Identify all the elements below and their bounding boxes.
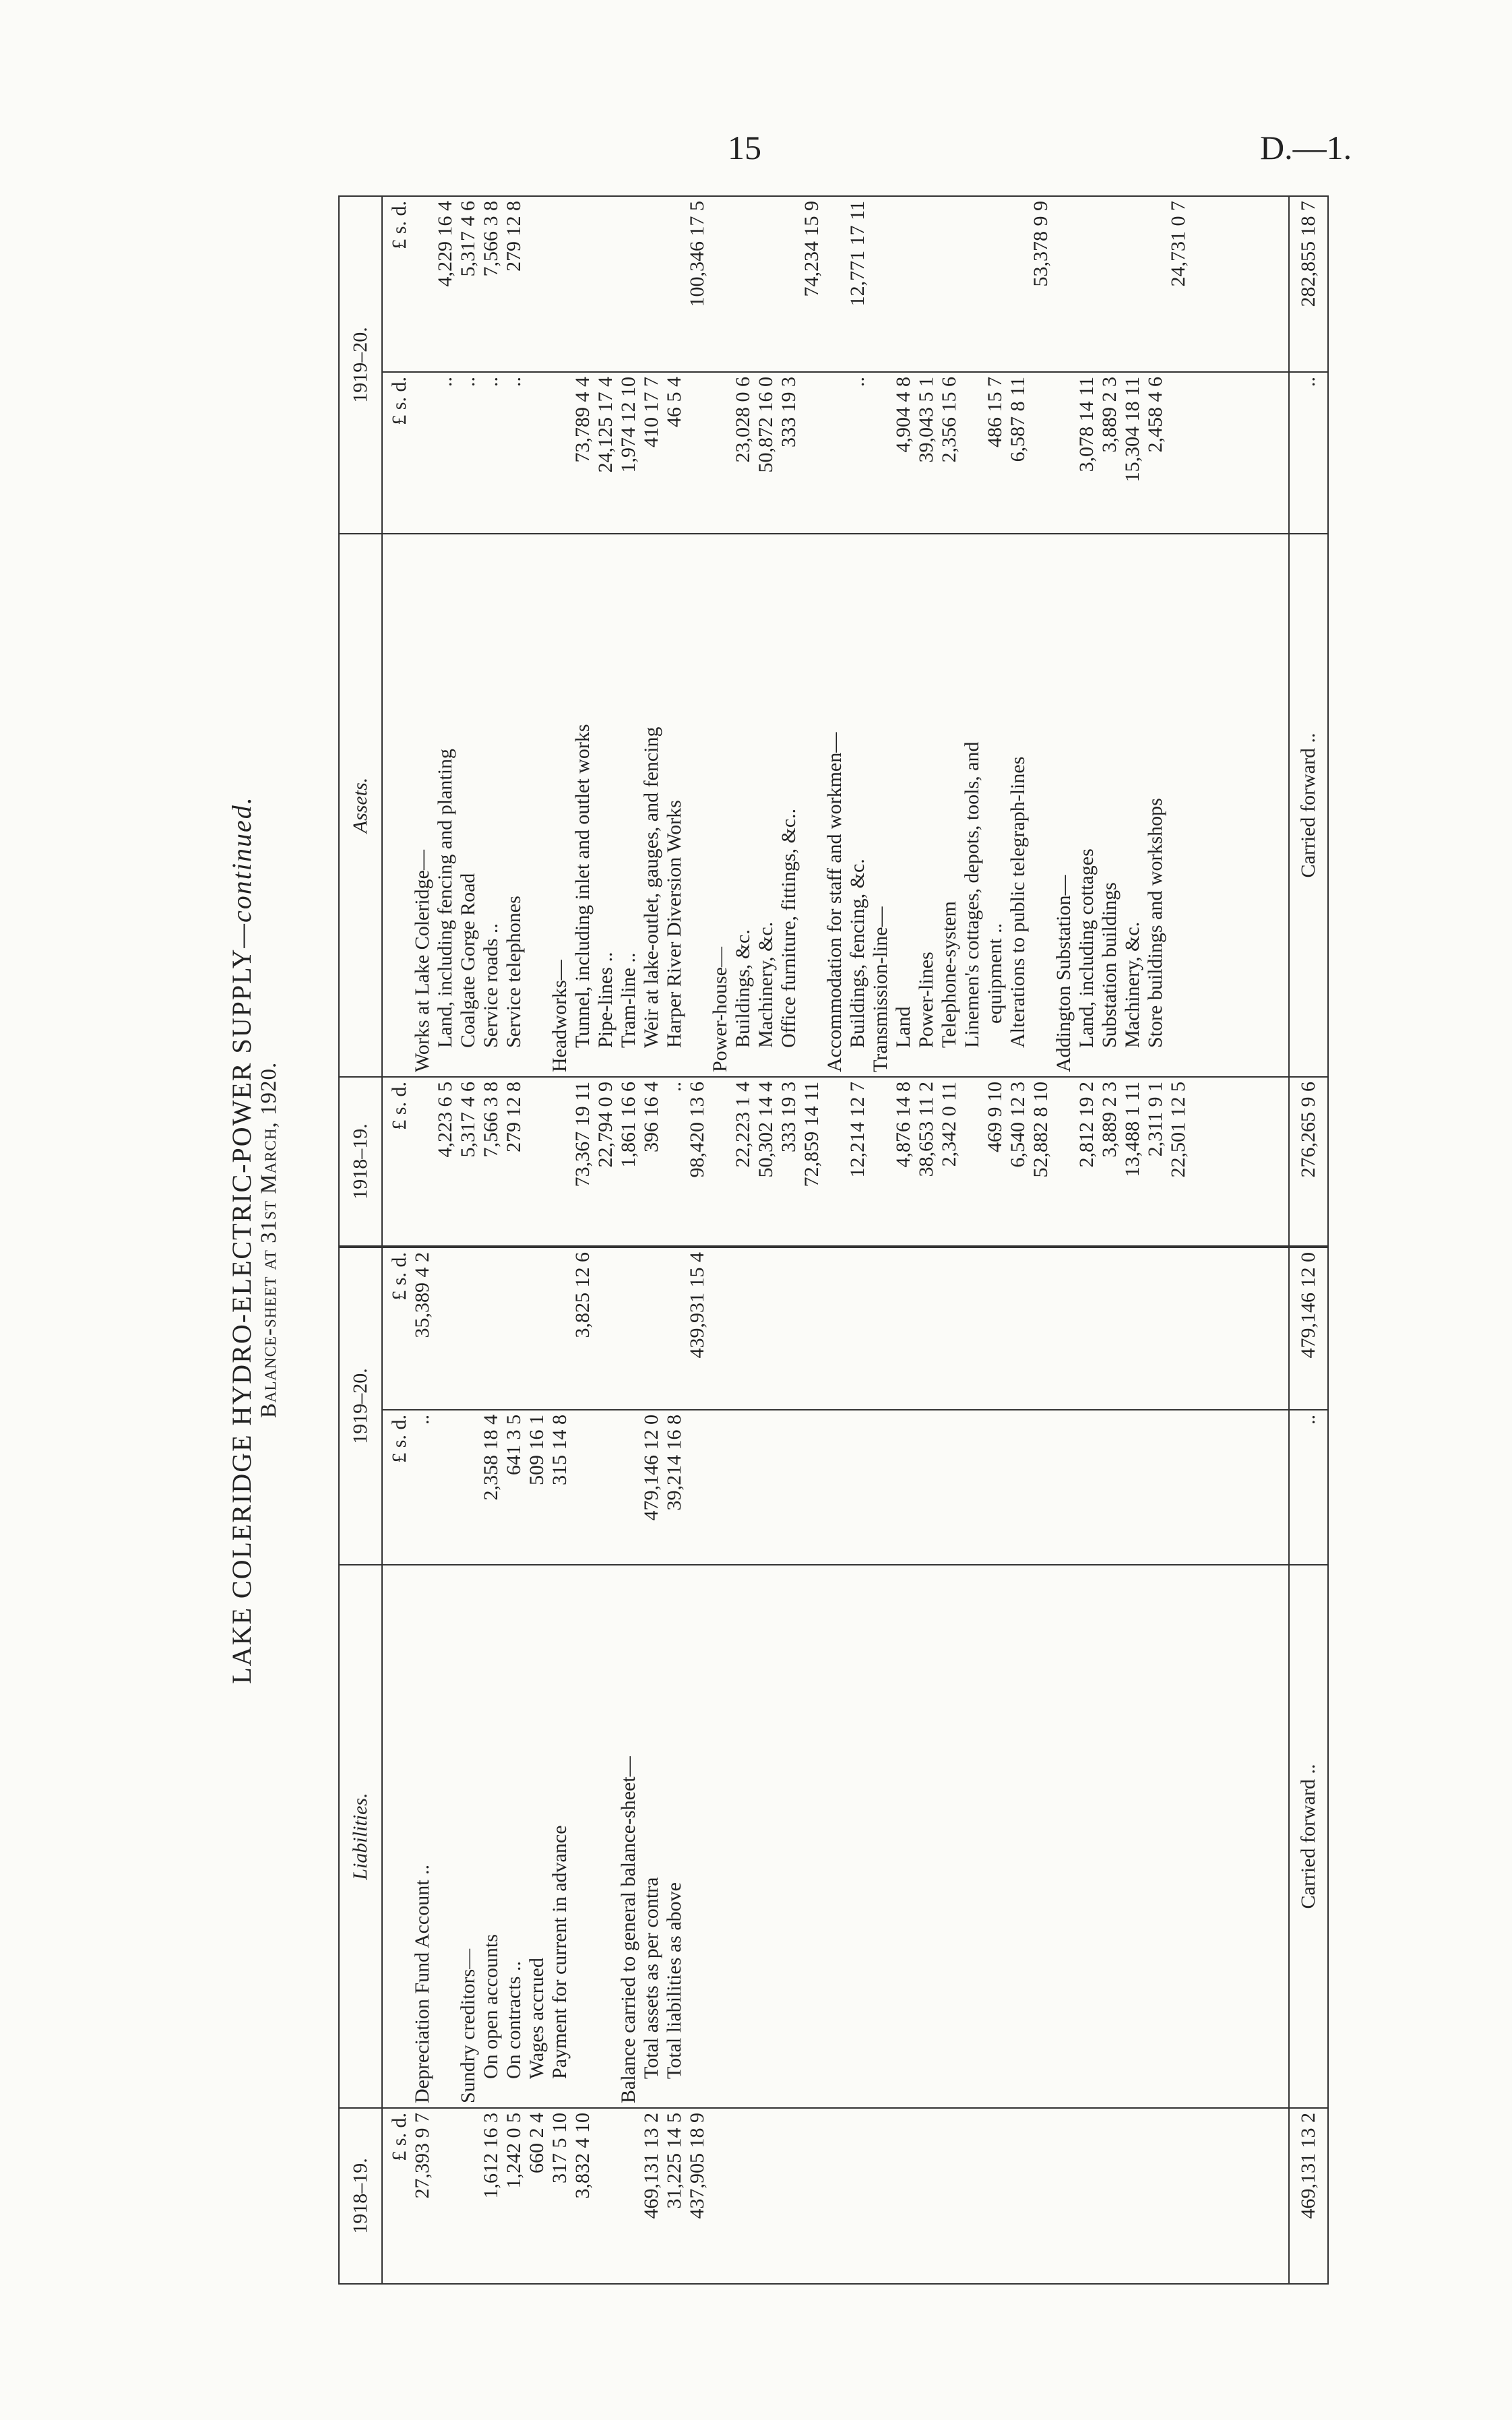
asset-row-label [800, 538, 823, 1072]
liabilities-header: Liabilities. [340, 1565, 382, 2108]
asset-amount-prev: 4,223 6 5 [434, 1082, 456, 1158]
asset-amount-c2 [984, 201, 1007, 367]
asset-row-label: Machinery, &c. [1121, 921, 1143, 1048]
liab-c2-column [382, 1248, 1289, 1410]
liab-amount-prev: 1,242 0 5 [503, 2113, 525, 2189]
asset-row-label: Power-lines [915, 952, 937, 1048]
sheet-subtitle: Balance-sheet at 31st March, 1920. [257, 1061, 281, 1419]
liab-row-label: Depreciation Fund Account .. [411, 1864, 433, 2103]
liab-amount-prev: 27,393 9 7 [411, 2113, 433, 2199]
liab-amount-c1: 2,358 18 4 [480, 1415, 502, 1501]
asset-row-label: Weir at lake-outlet, gauges, and fencing [640, 726, 662, 1048]
asset-c2-column [382, 197, 1289, 372]
asset-row-label: Linemen's cottages, depots, tools, and [961, 741, 983, 1048]
asset-amount-c2 [961, 201, 984, 367]
asset-amount-prev [869, 1082, 892, 1241]
asset-row-label: Land [892, 1006, 914, 1048]
liab-total-prev: 469,131 13 2 [1289, 2108, 1327, 2283]
asset-amount-prev: 38,653 11 2 [915, 1082, 937, 1177]
liab-amount-c1 [617, 1415, 640, 1560]
liab-amount-prev: 469,131 13 2 [640, 2113, 662, 2219]
asset-amount-prev: 7,566 3 8 [480, 1082, 502, 1158]
liab-amount-c1: 641 3 5 [503, 1415, 525, 1475]
asset-amount-c2: 74,234 15 9 [800, 201, 823, 297]
asset-amount-prev [411, 1082, 434, 1241]
asset-amount-prev: .. [663, 1082, 685, 1092]
liab-amount-prev: 660 2 4 [526, 2113, 548, 2173]
asset-amount-c2: 100,346 17 5 [686, 201, 708, 307]
asset-amount-c1 [823, 377, 846, 529]
asset-amount-c1 [548, 377, 571, 529]
liab-amount-c2 [503, 1252, 526, 1405]
liab-row-label: Total assets as per contra [640, 1877, 662, 2079]
title-main: LAKE COLERIDGE HYDRO-ELECTRIC-POWER SUPPLY [226, 948, 257, 1684]
asset-amount-c1: 73,789 4 4 [571, 377, 594, 463]
asset-row-label: Alterations to public telegraph-lines [1007, 756, 1029, 1048]
asset-amount-c2 [915, 201, 938, 367]
liab-row-label: Sundry creditors— [457, 1948, 479, 2103]
liab-row-label [571, 1570, 594, 2103]
asset-amount-c1 [961, 377, 984, 529]
asset-amount-c1: 2,458 4 6 [1144, 377, 1166, 453]
liabilities-panel [338, 1247, 1329, 2285]
asset-amount-prev: 52,882 8 10 [1030, 1082, 1052, 1178]
asset-amount-prev: 333 19 3 [778, 1082, 800, 1152]
asset-amount-prev [526, 1082, 548, 1241]
title-suffix: —continued. [226, 796, 257, 948]
asset-amount-c1: 15,304 18 11 [1121, 377, 1143, 483]
asset-amount-c2 [1007, 201, 1030, 367]
asset-amount-c2 [571, 201, 594, 367]
asset-row-label: Tunnel, including inlet and outlet works [571, 724, 594, 1048]
asset-amount-prev [823, 1082, 846, 1241]
asset-amount-prev: 50,302 14 4 [755, 1082, 777, 1178]
liabilities-table [340, 1248, 1327, 2283]
liab-row-label: On contracts .. [503, 1961, 525, 2079]
asset-desc-column [382, 534, 1289, 1077]
liab-row-label: Balance carried to general balance-sheet— [617, 1756, 639, 2103]
asset-amount-prev: 1,861 16 6 [617, 1082, 639, 1168]
asset-amount-c2 [892, 201, 915, 367]
asset-amount-c1: 3,078 14 11 [1075, 377, 1098, 472]
liab-total-label: Carried forward .. [1289, 1565, 1327, 2108]
asset-amount-c1: 1,974 12 10 [617, 377, 639, 473]
asset-c1-column [382, 372, 1289, 534]
liab-amount-c2 [617, 1252, 640, 1405]
asset-row-label: Headworks— [548, 960, 571, 1072]
asset-amount-c2 [411, 201, 434, 367]
asset-row-label: Power-house— [709, 946, 731, 1072]
liab-amount-c2 [663, 1252, 686, 1405]
asset-total-prev: 276,265 9 6 [1289, 1077, 1327, 1245]
liab-amount-c1: .. [411, 1415, 433, 1425]
asset-amount-c1: 410 17 7 [640, 377, 662, 447]
asset-amount-prev: 73,367 19 11 [571, 1082, 594, 1187]
asset-amount-c1: 6,587 8 11 [1007, 377, 1029, 462]
asset-amount-c1: .. [480, 377, 502, 387]
asset-amount-prev: 3,889 2 3 [1098, 1082, 1121, 1158]
asset-amount-prev [548, 1082, 571, 1241]
asset-amount-prev: 2,311 9 1 [1144, 1082, 1166, 1157]
asset-row-label: Buildings, fencing, &c. [846, 859, 869, 1048]
asset-amount-c2 [1052, 201, 1075, 367]
asset-amount-prev: 2,342 0 11 [938, 1082, 960, 1167]
lsd-units: £ s. d. [388, 2113, 410, 2161]
asset-row-label: Office furniture, fittings, &c.. [778, 808, 800, 1048]
asset-amount-c1: .. [503, 377, 525, 387]
liab-row-label: Total liabilities as above [663, 1882, 685, 2079]
document-code: D.—1. [1260, 129, 1352, 166]
asset-amount-c2 [617, 201, 640, 367]
asset-amount-c2: 279 12 8 [503, 201, 525, 272]
asset-amount-prev: 98,420 13 6 [686, 1082, 708, 1178]
asset-amount-c2 [1121, 201, 1144, 367]
asset-amount-prev: 5,317 4 6 [457, 1082, 479, 1158]
asset-amount-c1: 486 15 7 [984, 377, 1006, 447]
asset-row-label: Substation buildings [1098, 882, 1121, 1048]
asset-amount-prev: 279 12 8 [503, 1082, 525, 1152]
liab-amount-c2 [480, 1252, 503, 1405]
liab-amount-c1 [571, 1415, 594, 1560]
liab-amount-c1 [434, 1415, 457, 1560]
asset-amount-c1: 333 19 3 [778, 377, 800, 447]
asset-amount-c1: 46 5 4 [663, 377, 685, 427]
asset-amount-c1: 23,028 0 6 [732, 377, 754, 463]
asset-amount-prev [961, 1082, 984, 1241]
asset-amount-c2 [548, 201, 571, 367]
liab-amount-prev: 1,612 16 3 [480, 2113, 502, 2199]
lsd-units: £ s. d. [388, 1252, 410, 1301]
asset-amount-c1 [869, 377, 892, 529]
liab-c1-column [382, 1410, 1289, 1565]
asset-amount-c1: .. [434, 377, 456, 387]
asset-row-label: Telephone-system [938, 901, 960, 1048]
liab-amount-c2 [457, 1252, 480, 1405]
asset-amount-c1 [709, 377, 732, 529]
asset-amount-c1 [686, 377, 709, 529]
asset-row-label [526, 538, 548, 1072]
asset-amount-c1: 2,356 15 6 [938, 377, 960, 463]
liab-amount-c1 [686, 1415, 709, 1560]
asset-amount-c1: .. [846, 377, 869, 387]
asset-row-label: Machinery, &c. [755, 921, 777, 1048]
asset-amount-prev: 22,794 0 9 [594, 1082, 617, 1168]
asset-amount-c2 [823, 201, 846, 367]
liab-amount-prev: 317 5 10 [548, 2113, 571, 2183]
asset-amount-c1: 24,125 17 4 [594, 377, 617, 473]
assets-panel [338, 195, 1329, 1247]
asset-row-label: Transmission-line— [869, 906, 891, 1072]
liab-amount-c2: 3,825 12 6 [571, 1252, 594, 1338]
asset-amount-c1 [1052, 377, 1075, 529]
asset-amount-c2 [594, 201, 617, 367]
liab-amount-prev [434, 2113, 457, 2279]
liab-amount-c1 [594, 1415, 617, 1560]
asset-amount-c2: 7,566 3 8 [480, 201, 502, 277]
liab-amount-c2: 35,389 4 2 [411, 1252, 433, 1338]
asset-amount-c2: 53,378 9 9 [1030, 201, 1052, 287]
liab-amount-c1 [457, 1415, 480, 1560]
asset-row-label: Land, including fencing and planting [434, 748, 456, 1048]
lsd-units: £ s. d. [388, 377, 410, 425]
asset-amount-c2: 12,771 17 11 [846, 201, 869, 307]
asset-amount-prev: 396 16 4 [640, 1082, 662, 1152]
liab-amount-c1: 39,214 16 8 [663, 1415, 685, 1511]
asset-amount-prev: 4,876 14 8 [892, 1082, 914, 1168]
liab-total-c2: 479,146 12 0 [1289, 1248, 1327, 1410]
asset-amount-c2 [1075, 201, 1098, 367]
liab-amount-c2 [594, 1252, 617, 1405]
asset-row-label [1030, 538, 1052, 1072]
liab-amount-c2 [548, 1252, 571, 1405]
asset-amount-c1 [1167, 377, 1190, 529]
asset-amount-prev [709, 1082, 732, 1241]
page-number: 15 [728, 129, 761, 166]
asset-amount-c1: 50,872 16 0 [755, 377, 777, 473]
asset-amount-c1 [411, 377, 434, 529]
asset-amount-c2: 24,731 0 7 [1167, 201, 1189, 287]
asset-row-label: Land, including cottages [1075, 848, 1098, 1048]
asset-prev-year-header: 1918–19. [340, 1077, 382, 1245]
asset-amount-c1 [526, 377, 548, 529]
asset-row-label: Pipe-lines .. [594, 952, 617, 1048]
asset-amount-prev: 22,223 1 4 [732, 1082, 754, 1168]
liab-prev-year-header: 1918–19. [340, 2108, 382, 2283]
liab-amount-c2 [434, 1252, 457, 1405]
asset-amount-c2 [938, 201, 961, 367]
asset-amount-c2: 4,229 16 4 [434, 201, 456, 287]
asset-amount-c2 [1098, 201, 1121, 367]
liab-amount-prev: 3,832 4 10 [571, 2113, 594, 2199]
liab-amount-prev [457, 2113, 480, 2279]
liab-total-c1: .. [1289, 1410, 1327, 1565]
asset-row-label: Service telephones [503, 896, 525, 1048]
liab-amount-prev [617, 2113, 640, 2279]
asset-total-c1: .. [1289, 372, 1327, 534]
asset-total-label: Carried forward .. [1289, 534, 1327, 1077]
asset-row-label: Tram-line .. [617, 952, 639, 1048]
asset-amount-c2 [732, 201, 755, 367]
asset-amount-prev: 72,859 14 11 [800, 1082, 823, 1187]
asset-amount-prev: 2,812 19 2 [1075, 1082, 1098, 1168]
asset-amount-c1: .. [457, 377, 479, 387]
asset-amount-c1 [1030, 377, 1052, 529]
asset-row-label [686, 538, 709, 1072]
asset-amount-c2 [869, 201, 892, 367]
liab-amount-c2 [526, 1252, 548, 1405]
asset-amount-prev: 469 9 10 [984, 1082, 1006, 1152]
asset-cur-year-header: 1919–20. [340, 197, 382, 534]
sheet-title [226, 195, 257, 2285]
asset-row-label: Addington Substation— [1052, 875, 1075, 1072]
liab-desc-column [382, 1565, 1289, 2108]
asset-total-c2: 282,855 18 7 [1289, 197, 1327, 372]
asset-row-label: equipment .. [984, 923, 1006, 1024]
liab-row-label: Wages accrued [526, 1958, 548, 2079]
lsd-units: £ s. d. [388, 201, 410, 249]
asset-amount-c2: 5,317 4 6 [457, 201, 479, 277]
liab-amount-c2 [640, 1252, 663, 1405]
asset-amount-c2 [1144, 201, 1167, 367]
liab-amount-prev [594, 2113, 617, 2279]
asset-row-label [1167, 538, 1190, 1072]
asset-amount-prev [1052, 1082, 1075, 1241]
asset-amount-prev: 22,501 12 5 [1167, 1082, 1189, 1178]
asset-amount-prev: 12,214 12 7 [846, 1082, 869, 1178]
asset-row-label: Accommodation for staff and workmen— [823, 732, 846, 1072]
asset-amount-c1 [800, 377, 823, 529]
asset-row-label: Harper River Diversion Works [663, 800, 685, 1048]
asset-amount-c1: 3,889 2 3 [1098, 377, 1121, 453]
asset-row-label: Works at Lake Coleridge— [411, 850, 433, 1072]
liab-row-label [594, 1570, 617, 2103]
lsd-units: £ s. d. [388, 1082, 410, 1130]
liab-amount-prev: 437,905 18 9 [686, 2113, 708, 2219]
asset-amount-c2 [709, 201, 732, 367]
liab-row-label: On open accounts [480, 1934, 502, 2079]
liab-amount-c2: 439,931 15 4 [686, 1252, 708, 1359]
asset-prev-column [382, 1077, 1289, 1245]
liab-row-label [434, 1570, 457, 2103]
asset-amount-c2 [663, 201, 686, 367]
asset-row-label: Buildings, &c. [732, 929, 754, 1048]
liab-row-label: Payment for current in advance [548, 1825, 571, 2079]
asset-row-label: Service roads .. [480, 923, 502, 1048]
asset-amount-c2 [640, 201, 663, 367]
asset-amount-c1: 4,904 4 8 [892, 377, 914, 453]
assets-header: Assets. [340, 534, 382, 1077]
balance-sheet [226, 195, 1349, 2285]
liab-cur-year-header: 1919–20. [340, 1248, 382, 1565]
asset-row-label: Store buildings and workshops [1144, 798, 1166, 1048]
liab-prev-column [382, 2108, 1289, 2283]
asset-amount-c2 [778, 201, 800, 367]
liab-amount-c1: 315 14 8 [548, 1415, 571, 1485]
asset-amount-c1: 39,043 5 1 [915, 377, 937, 463]
liab-amount-prev: 31,225 14 5 [663, 2113, 685, 2209]
liab-amount-c1: 479,146 12 0 [640, 1415, 662, 1521]
assets-table [340, 197, 1327, 1245]
asset-amount-c2 [755, 201, 778, 367]
asset-amount-prev: 13,488 1 11 [1121, 1082, 1143, 1177]
asset-amount-prev: 6,540 12 3 [1007, 1082, 1029, 1168]
asset-row-label: Coalgate Gorge Road [457, 873, 479, 1048]
lsd-units: £ s. d. [388, 1415, 410, 1463]
asset-amount-c2 [526, 201, 548, 367]
liab-amount-c1: 509 16 1 [526, 1415, 548, 1485]
liab-row-label [686, 1570, 709, 2103]
